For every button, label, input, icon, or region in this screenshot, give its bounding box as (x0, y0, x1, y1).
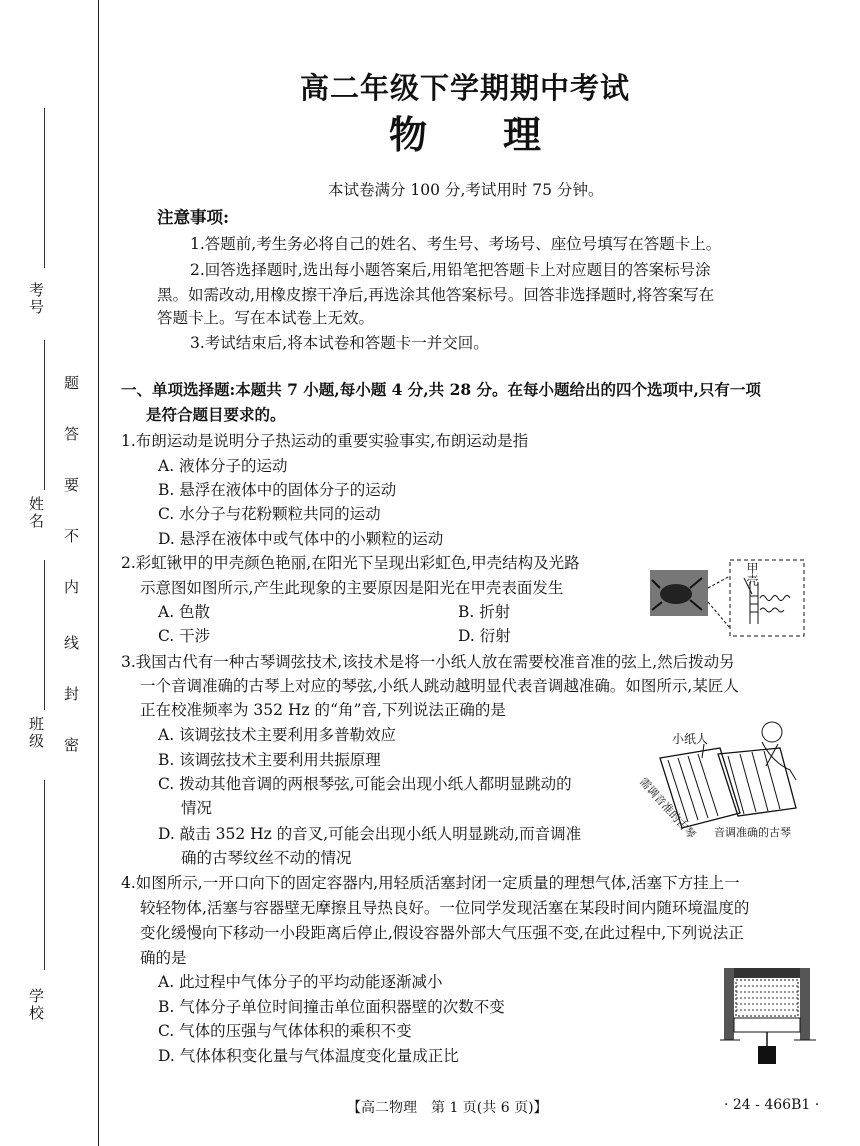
notice-3: 3.考试结束后,将本试卷和答题卡一并交回。 (190, 334, 489, 352)
q3-option-a: A. 该调弦技术主要利用多普勒效应 (158, 726, 397, 744)
q3-stem-1: 3.我国古代有一种古琴调弦技术,该技术是将一小纸人放在需要校准音准的弦上,然后拨动另 (121, 653, 735, 671)
guqin-diagram (630, 718, 830, 838)
q1-option-a: A. 液体分子的运动 (158, 457, 288, 475)
q3-fig-tuned-label: 音调准确的古琴 (714, 826, 791, 839)
q2-option-c: C. 干涉 (158, 627, 211, 645)
binding-margin (0, 0, 110, 1146)
seal-char: 不 (64, 527, 80, 545)
q2-beetle-figure (648, 558, 808, 638)
subject-char-left: 物 (388, 112, 427, 157)
beetle-shell-diagram (648, 558, 808, 638)
seal-char: 题 (64, 374, 80, 392)
q4-option-a: A. 此过程中气体分子的平均动能逐渐减小 (158, 973, 443, 991)
seal-char: 封 (64, 685, 80, 703)
q3-option-c-2: 情况 (181, 799, 213, 817)
scoring-info: 本试卷满分 100 分,考试用时 75 分钟。 (328, 181, 604, 199)
q3-option-d-1: D. 敲击 352 Hz 的音叉,可能会出现小纸人明显跳动,而音调准 (158, 825, 582, 843)
piston-container-diagram (720, 966, 820, 1070)
q1-option-b: B. 悬浮在液体中的固体分子的运动 (158, 481, 397, 499)
q2-stem-1: 2.彩虹锹甲的甲壳颜色艳丽,在阳光下呈现出彩虹色,甲壳结构及光路 (121, 554, 580, 572)
seal-char: 答 (64, 425, 80, 443)
notice-title: 注意事项: (157, 208, 230, 227)
q4-container-figure (720, 966, 820, 1070)
q4-option-c: C. 气体的压强与气体体积的乘积不变 (158, 1022, 412, 1040)
q3-fig-need-label: 需调音准的古琴 (636, 775, 699, 842)
q3-fig-paper-label: 小纸人 (672, 732, 709, 746)
q4-stem-3: 变化缓慢向下移动一小段距离后停止,假设容器外部大气压强不变,在此过程中,下列说法正 (140, 924, 744, 942)
q4-stem-1: 4.如图所示,一开口向下的固定容器内,用轻质活塞封闭一定质量的理想气体,活塞下方挂上一 (121, 874, 740, 892)
notice-2b: 黑。如需改动,用橡皮擦干净后,再选涂其他答案标号。回答非选择题时,将答案写在 (157, 286, 715, 304)
q2-fig-shell-label: 甲壳 (745, 562, 759, 586)
q2-stem-2: 示意图如图所示,产生此现象的主要原因是阳光在甲壳表面发生 (140, 579, 564, 597)
class-blank (44, 560, 45, 710)
q3-option-b: B. 该调弦技术主要利用共振原理 (158, 751, 381, 769)
q2-option-a: A. 色散 (158, 603, 211, 621)
name-blank (44, 340, 45, 490)
subject-title (0, 104, 860, 159)
name-label: 姓名 (27, 496, 45, 530)
school-label: 学校 (27, 988, 45, 1022)
seal-char: 要 (64, 476, 80, 494)
binding-border-line (98, 0, 99, 1146)
q3-stem-2: 一个音调准确的古琴上对应的琴弦,小纸人跳动越明显代表音调越准确。如图所示,某匠人 (140, 677, 739, 695)
q4-stem-4: 确的是 (140, 949, 187, 967)
exam-title: 高二年级下学期期中考试 (299, 71, 630, 105)
subject-char-right: 理 (503, 112, 542, 157)
q3-guqin-figure (630, 718, 830, 842)
q1-stem: 1.布朗运动是说明分子热运动的重要实验事实,布朗运动是指 (121, 432, 529, 450)
section1-heading-cont: 是符合题目要求的。 (146, 405, 286, 424)
q3-stem-3: 正在校准频率为 352 Hz 的“角”音,下列说法正确的是 (140, 701, 506, 719)
q3-option-c-1: C. 拨动其他音调的两根琴弦,可能会出现小纸人都明显跳动的 (158, 775, 572, 793)
seal-char: 内 (64, 578, 80, 596)
notice-1: 1.答题前,考生务必将自己的姓名、考生号、考场号、座位号填写在答题卡上。 (190, 235, 722, 253)
page-footer: 【高二物理 第 1 页(共 6 页)】 (347, 1100, 548, 1116)
class-label: 班级 (27, 716, 45, 750)
q4-stem-2: 较轻物体,活塞与容器壁无摩擦且导热良好。一位同学发现活塞在某段时间内随环境温度的 (140, 899, 750, 917)
q4-option-b: B. 气体分子单位时间撞击单位面积器壁的次数不变 (158, 998, 505, 1016)
section1-heading: 一、单项选择题:本题共 7 小题,每小题 4 分,共 28 分。在每小题给出的四个选项中,只有一项 (121, 380, 761, 399)
school-blank (44, 780, 45, 970)
paper-code: · 24 - 466B1 · (724, 1097, 820, 1113)
q3-option-d-2: 确的古琴纹丝不动的情况 (181, 849, 352, 867)
notice-2a: 2.回答选择题时,选出每小题答案后,用铅笔把答题卡上对应题目的答案标号涂 (190, 261, 711, 279)
q1-option-d: D. 悬浮在液体中或气体中的小颗粒的运动 (158, 530, 444, 548)
seal-char: 密 (64, 736, 80, 754)
q1-option-c: C. 水分子与花粉颗粒共同的运动 (158, 505, 381, 523)
notice-2c: 答题卡上。写在本试卷上无效。 (157, 309, 375, 327)
exam-number-label: 考号 (27, 282, 45, 316)
q4-option-d: D. 气体体积变化量与气体温度变化量成正比 (158, 1047, 459, 1065)
q2-option-b: B. 折射 (458, 603, 511, 621)
q2-option-d: D. 衍射 (458, 627, 511, 645)
seal-char: 线 (64, 634, 80, 652)
